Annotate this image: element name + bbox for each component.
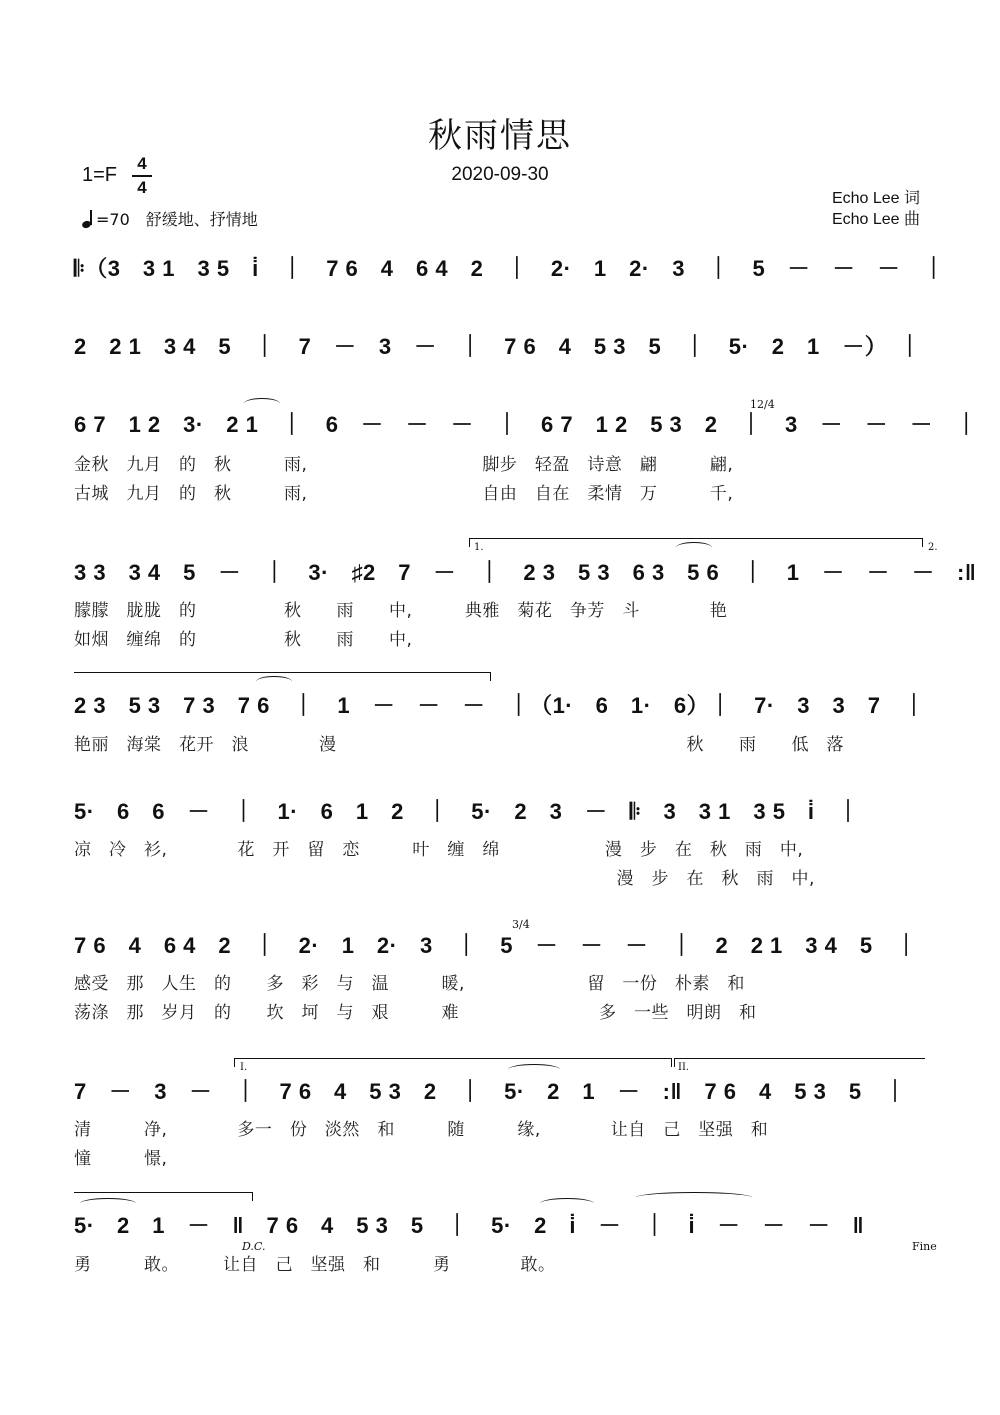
lyric-row-9: 勇 敢。 让自 己 坚强 和 勇 敢。 [74, 1255, 556, 1275]
score-row-4: 3 3 3 4 5 － ｜ 3· ♯2 7 － ｜ 2 3 5 3 6 3 5 6 ｜ 1 － － － :‖ [74, 560, 977, 585]
lyric-row-5: 艳丽 海棠 花开 浪 漫 秋 雨 低 落 [74, 735, 844, 755]
volta-2-label: 2. [928, 542, 938, 553]
score-row-2: 2 2 1 3 4 5 ｜ 7 － 3 － ｜ 7 6 4 5 3 5 ｜ 5· 2 1 －） ｜ [74, 334, 922, 359]
score-row-1: 𝄆（3 3 1 3 5 i̇ ｜ 7 6 4 6 4 2 ｜ 2· 1 2· 3 ｜ 5 － － － ｜ [74, 256, 946, 281]
slur [256, 676, 292, 687]
lyric-row-7-verse-1: 感受 那 人生 的 多 彩 与 温 暖, 留 一份 朴素 和 [74, 974, 745, 994]
slur [80, 1198, 136, 1209]
lyricist: Echo Lee 词 [831, 190, 920, 207]
composer: Echo Lee 曲 [831, 211, 920, 228]
time-signature-top: 4 [137, 154, 147, 173]
fine-marking: Fine [912, 1240, 937, 1253]
meter-change-12: 12/4 [750, 398, 775, 411]
score-row-6: 5· 6 6 － ｜ 1· 6 1 2 ｜ 5· 2 3 － 𝄆 3 3 1 3 5 i̇ ｜ [74, 799, 860, 824]
song-title: 秋雨情思 [428, 116, 572, 156]
time-signature-bottom: 4 [137, 177, 147, 197]
quarter-note-icon [82, 210, 92, 228]
lyric-row-4-verse-2: 如烟 缠绵 的 秋 雨 中, [74, 630, 413, 650]
key-signature: 1=F [82, 164, 118, 186]
lyric-row-3-verse-1: 金秋 九月 的 秋 雨, 脚步 轻盈 诗意 翩 翩, [74, 455, 734, 475]
score-row-3: 6 7 1 2 3· 2 1 ｜ 6 － － － ｜ 6 7 1 2 5 3 2 ｜ 3 － － － ｜ [74, 412, 978, 437]
date-label: 2020-09-30 [451, 164, 549, 185]
score-row-8: 7 － 3 － ｜ 7 6 4 5 3 2 ｜ 5· 2 1 － :‖ 7 6 4 5 3 5 ｜ [74, 1079, 907, 1104]
slur [540, 1198, 594, 1209]
lyric-row-8-verse-1: 清 净, 多一 份 淡然 和 随 缘, 让自 己 坚强 和 [74, 1120, 769, 1140]
volta-bracket-II [674, 1058, 925, 1067]
score-row-7: 7 6 4 6 4 2 ｜ 2· 1 2· 3 ｜ 5 － － － ｜ 2 2 1 3 4 5 ｜ [74, 933, 918, 958]
slur [676, 542, 712, 553]
tempo-marking [82, 207, 258, 230]
dc-marking: D.C. [242, 1240, 266, 1253]
score-row-9: 5· 2 1 － ‖ 7 6 4 5 3 5 ｜ 5· 2 i̇ － ｜ i̇ － － － ‖ [74, 1213, 865, 1238]
tempo-text: =70 舒缓地、抒情地 [96, 210, 258, 229]
volta-I-label: I. [240, 1062, 248, 1073]
lyric-row-6-verse-1: 凉 冷 衫, 花 开 留 恋 叶 缠 绵 漫 步 在 秋 雨 中, [74, 840, 804, 860]
lyric-row-3-verse-2: 古城 九月 的 秋 雨, 自由 自在 柔情 万 千, [74, 484, 734, 504]
time-signature [132, 154, 152, 198]
slur [508, 1064, 560, 1075]
credits [832, 188, 920, 230]
volta-bracket-I [234, 1058, 672, 1067]
lyric-row-6-verse-2: 漫 步 在 秋 雨 中, [74, 869, 815, 889]
lyric-row-7-verse-2: 荡涤 那 岁月 的 坎 坷 与 艰 难 多 一些 明朗 和 [74, 1003, 757, 1023]
score-row-5: 2 3 5 3 7 3 7 6 ｜ 1 － － － ｜（1· 6 1· 6）｜ 7· 3 3 7 ｜ [74, 693, 926, 718]
volta-1-label: 1. [474, 542, 484, 553]
volta-II-label: II. [678, 1062, 690, 1073]
meter-change-34: 3/4 [512, 918, 530, 931]
lyric-row-8-verse-2: 憧 憬, [74, 1149, 168, 1169]
slur [636, 1192, 752, 1203]
lyric-row-4-verse-1: 朦朦 胧胧 的 秋 雨 中, 典雅 菊花 争芳 斗 艳 [74, 601, 728, 621]
